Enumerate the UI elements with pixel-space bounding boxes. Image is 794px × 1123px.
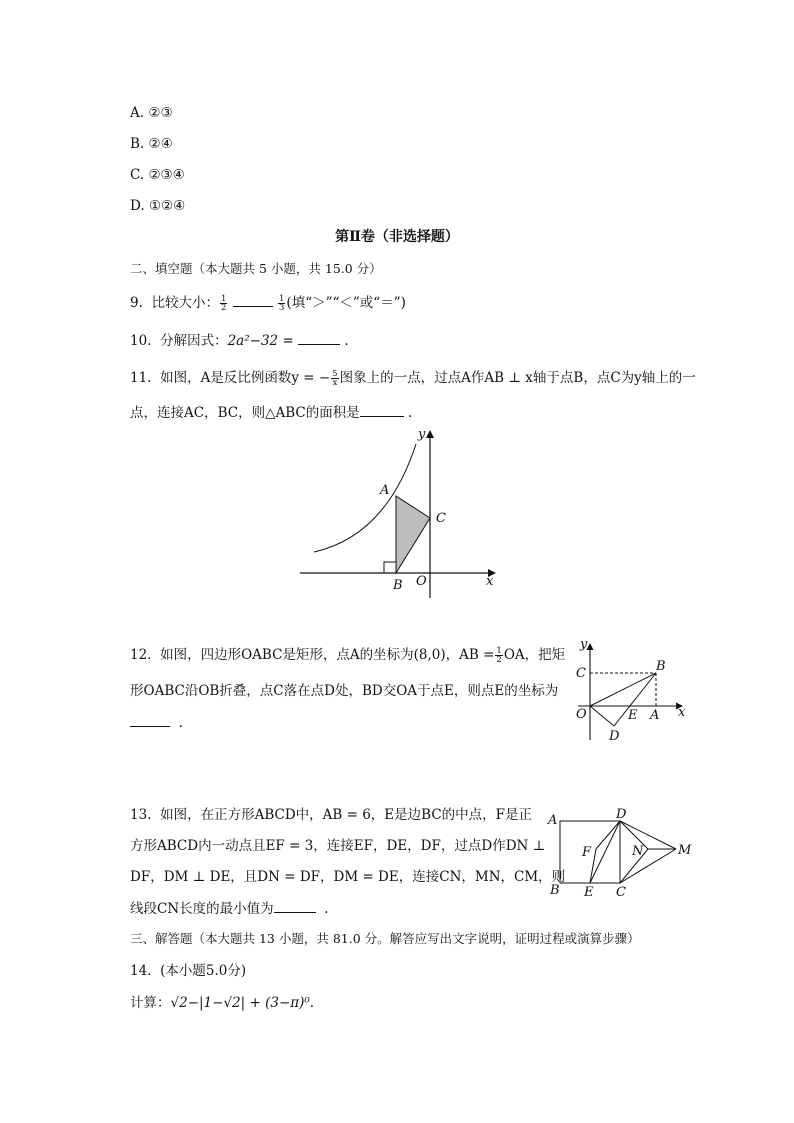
- answer-heading: 三、解答题（本大题共 13 小题，共 81.0 分。解答应写出文字说明，证明过程或演算步骤）: [130, 931, 640, 946]
- y-axis-arrow: [587, 643, 594, 650]
- fraction: $\frac{1}{2}$: [220, 294, 227, 313]
- answer-blank[interactable]: [360, 404, 404, 417]
- label-c: C: [616, 885, 626, 900]
- question-11-line1: 11. 如图，A是反比例函数y = − $\frac{5}{x}$ 图象上的一点，过点A作AB ⊥ x轴于点B，点C为y轴上的一: [130, 369, 696, 388]
- label-b: B: [656, 659, 666, 674]
- label-m: M: [678, 843, 692, 858]
- label-a: A: [548, 813, 558, 828]
- question-12-line3: .: [130, 714, 183, 732]
- answer-blank[interactable]: [233, 294, 273, 307]
- question-13-line3: DF，DM ⊥ DE，且DN = DF，DM = DE，连接CN，MN，CM，则: [130, 869, 566, 885]
- label-f: F: [582, 845, 592, 860]
- label-c: C: [576, 666, 586, 681]
- label-b: B: [393, 578, 403, 593]
- segment-od: [590, 706, 614, 726]
- segment-cm: [620, 849, 676, 883]
- y-axis-arrow: [426, 430, 434, 438]
- label-y: y: [580, 640, 588, 652]
- label-o: O: [416, 574, 427, 589]
- question-12-line2: 形OABC沿OB折叠，点C落在点D处，BD交OA于点E，则点E的坐标为: [130, 683, 559, 699]
- option-d: D. ①②④: [130, 198, 186, 214]
- figure-12: [566, 640, 692, 744]
- label-c: C: [436, 511, 446, 526]
- answer-blank[interactable]: [274, 900, 316, 913]
- label-x: x: [678, 705, 686, 720]
- question-12-line1: 12. 如图，四边形OABC是矩形，点A的坐标为(8,0)，AB = $\frac{1}{2}$ OA，把矩: [130, 646, 566, 665]
- label-x: x: [486, 574, 494, 589]
- question-14: 14. (本小题5.0分): [130, 963, 247, 979]
- label-a: A: [380, 483, 390, 498]
- figure-13: [544, 806, 694, 902]
- label-a: A: [650, 708, 660, 723]
- section-title: 第Ⅱ卷（非选择题）: [335, 229, 459, 245]
- segment-ob: [590, 673, 656, 706]
- question-13-line2: 方形ABCD内一动点且EF = 3，连接EF，DE，DF，过点D作DN ⊥: [130, 838, 546, 854]
- option-c: C. ②③④: [130, 167, 185, 183]
- option-b: B. ②④: [130, 136, 173, 152]
- question-11-line2: 点，连接AC，BC，则△ABC的面积是 .: [130, 405, 413, 421]
- figure-11: [296, 426, 500, 602]
- label-d: D: [609, 729, 620, 744]
- right-angle-mark: [384, 562, 396, 573]
- fill-heading: 二、填空题（本大题共 5 小题，共 15.0 分）: [130, 261, 382, 276]
- question-13-line4: 线段CN长度的最小值为 .: [130, 901, 329, 917]
- label-n: N: [632, 844, 644, 859]
- label-b: B: [550, 883, 560, 898]
- question-13-line1: 13. 如图，在正方形ABCD中，AB = 6，E是边BC的中点，F是正: [130, 807, 533, 823]
- answer-blank[interactable]: [130, 714, 170, 727]
- fraction: $\frac{1}{2}$: [496, 646, 502, 665]
- label-e: E: [584, 885, 594, 900]
- triangle-abc: [396, 496, 430, 573]
- segment-de: [590, 821, 620, 883]
- question-10: 10. 分解因式：2a²−32 = .: [130, 333, 349, 349]
- answer-blank[interactable]: [298, 332, 340, 345]
- question-14-calc: 计算：√2−|1−√2| + (3−π)⁰.: [130, 995, 315, 1011]
- segment-dm: [620, 821, 676, 849]
- label-d: D: [616, 807, 627, 822]
- question-9: 9. 比较大小： $\frac{1}{2}$ $\frac{1}{3}$ (填“＞”“＜”或“＝”): [130, 294, 406, 313]
- fraction: $\frac{1}{3}$: [279, 294, 285, 313]
- label-o: O: [576, 707, 587, 722]
- label-y: y: [418, 427, 426, 442]
- label-e: E: [628, 708, 638, 723]
- fraction: $\frac{5}{x}$: [332, 369, 338, 388]
- option-a: A. ②③: [130, 105, 173, 121]
